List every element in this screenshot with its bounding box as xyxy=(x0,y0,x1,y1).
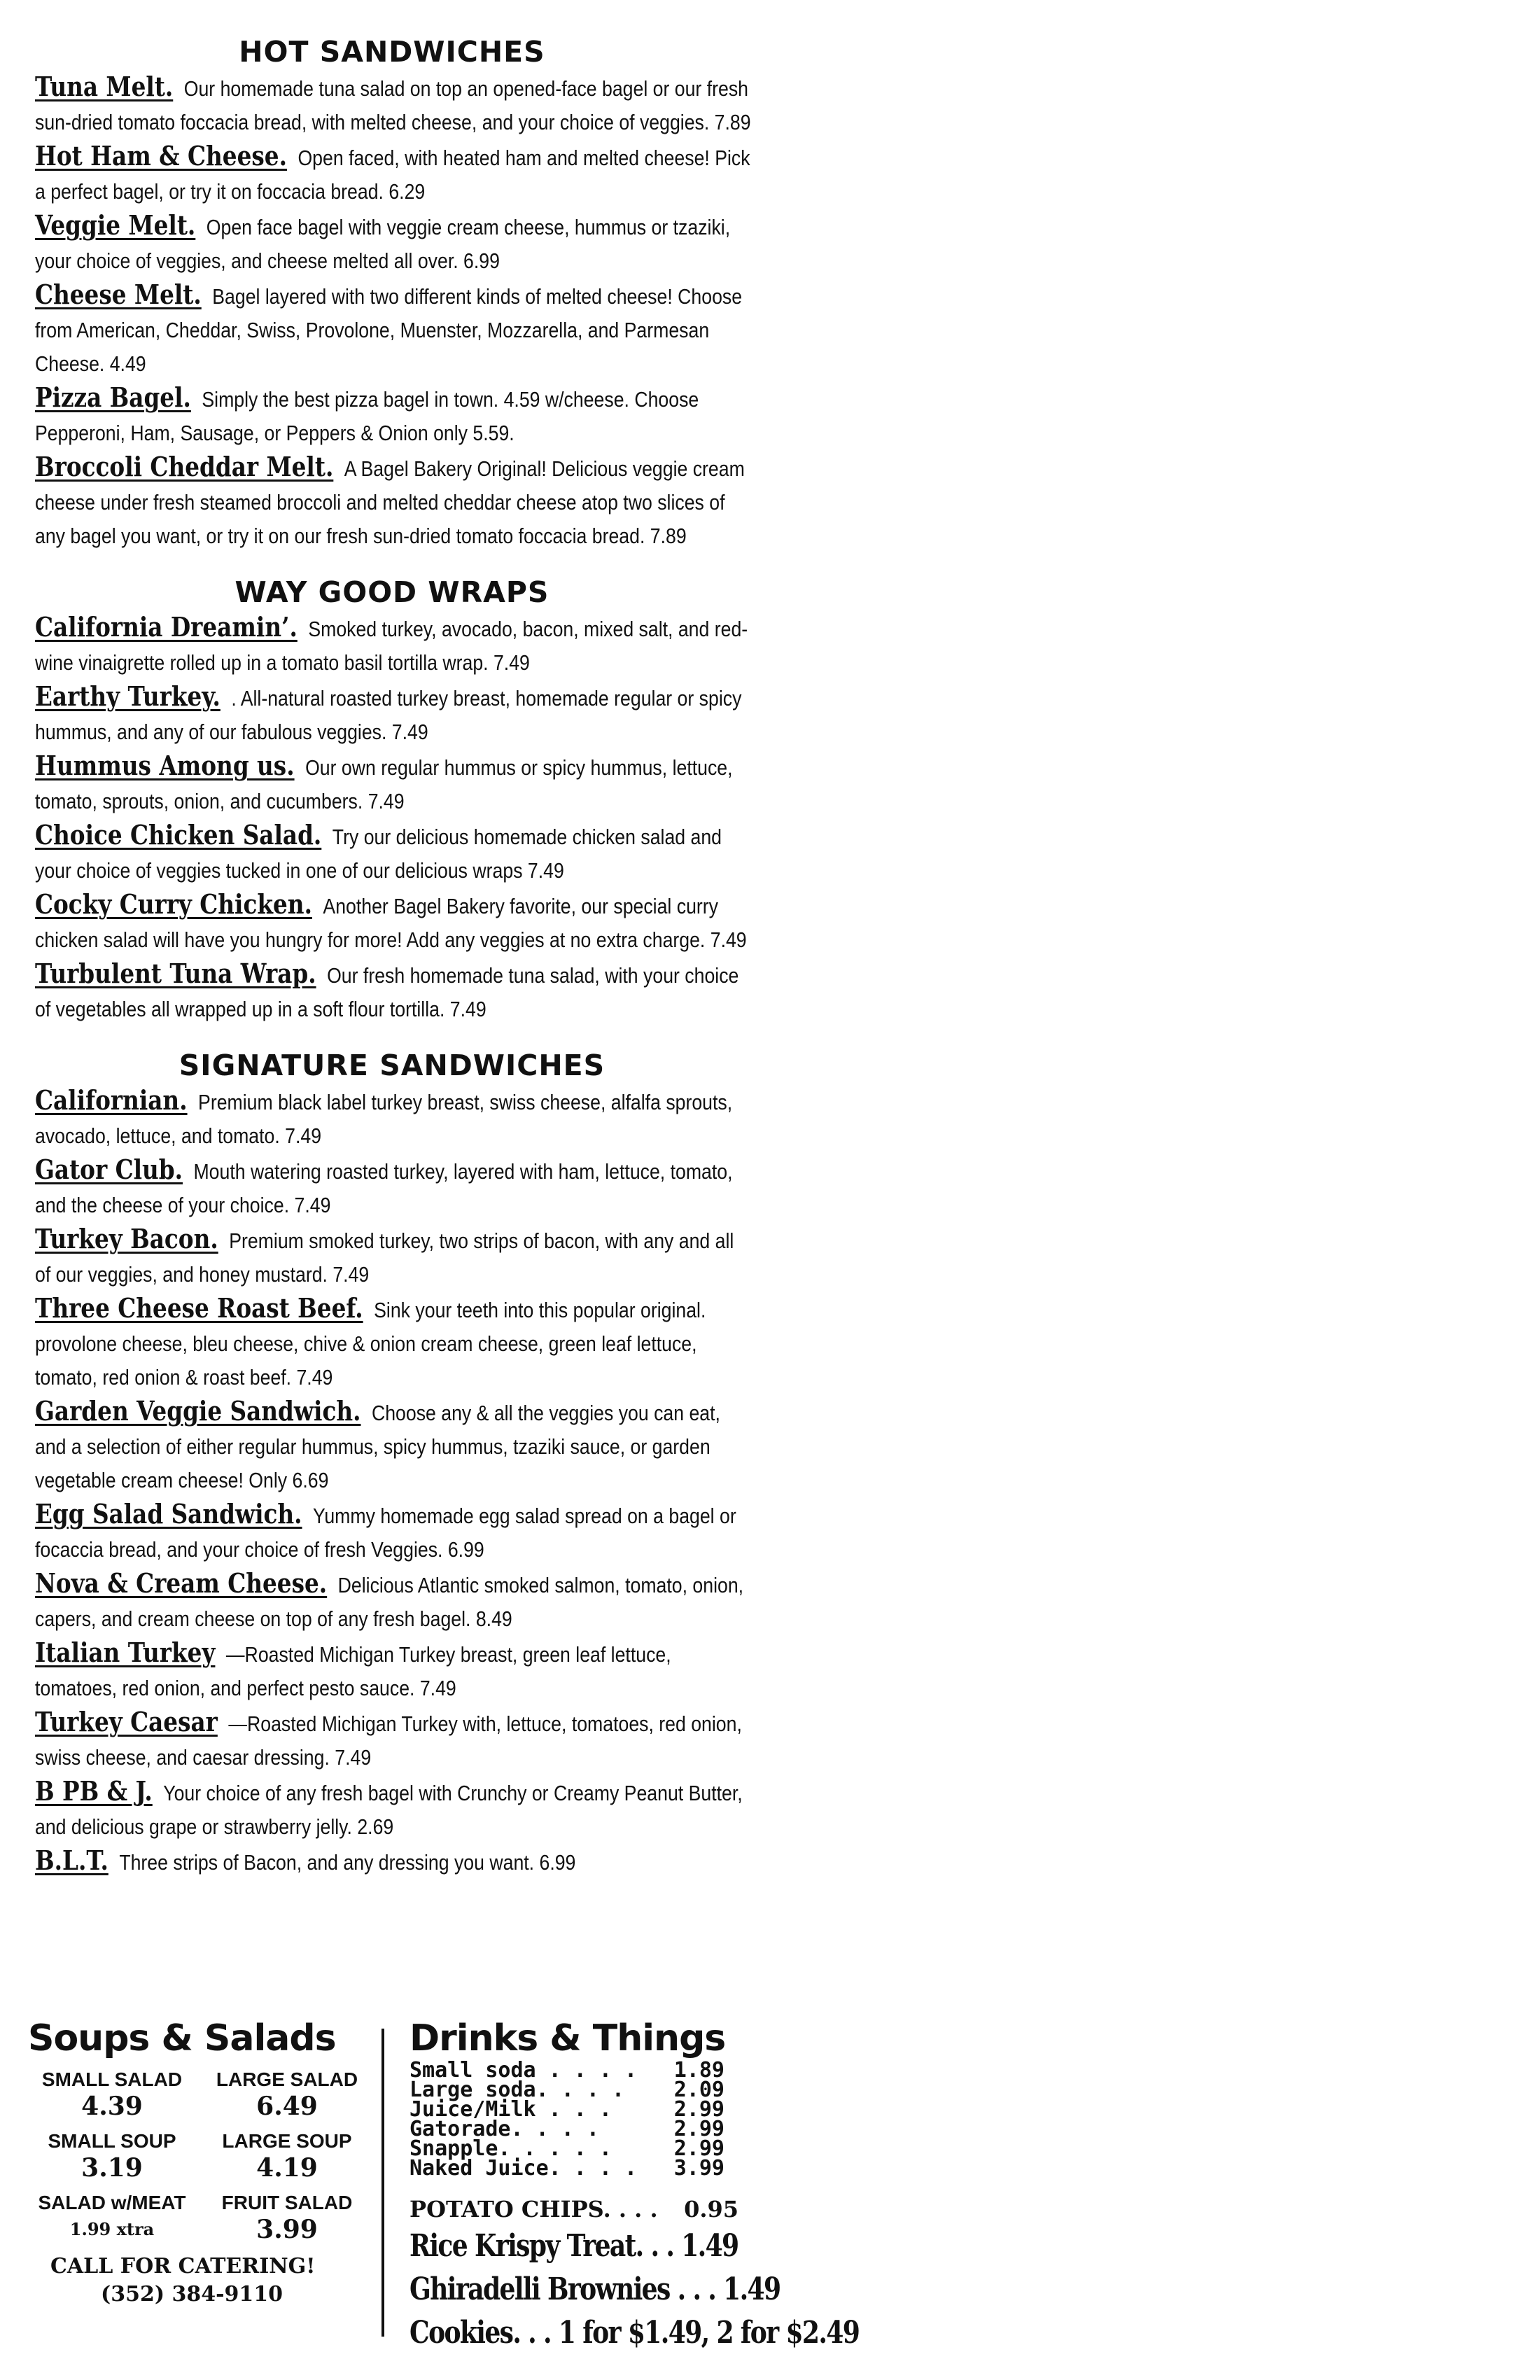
chips-price: 0.95 xyxy=(684,2196,738,2222)
drink-label: Gatorade. . . . xyxy=(410,2117,599,2141)
menu-item-name: B PB & J. xyxy=(35,1775,153,1807)
menu-item-name: B.L.T. xyxy=(35,1844,108,1876)
menu-item-name: Veggie Melt. xyxy=(35,209,196,241)
menu-item-name: Egg Salad Sandwich. xyxy=(35,1498,302,1530)
soup-salad-price: 3.19 xyxy=(81,2153,143,2183)
menu-item-name: Nova & Cream Cheese. xyxy=(35,1567,328,1599)
hot-sandwiches-list xyxy=(35,70,749,553)
soups-salads-panel xyxy=(28,2016,378,2309)
potato-chips-item xyxy=(410,2194,738,2225)
soup-salad-item xyxy=(28,2068,196,2121)
menu-item-description: Our own regular hummus or spicy hummus, lettuce, tomato, sprouts, onion, and cucumbers. 7.49 xyxy=(35,755,733,813)
menu-item-name: Cocky Curry Chicken. xyxy=(35,888,312,920)
catering-phone: (352) 384-9110 xyxy=(101,2282,284,2306)
wraps-heading: WAY GOOD WRAPS xyxy=(234,575,550,609)
drinks-title: Drinks & Things xyxy=(410,2017,726,2059)
menu-item-description: Premium black label turkey breast, swiss cheese, alfalfa sprouts, avocado, lettuce, and tomato. 7.49 xyxy=(35,1090,733,1148)
menu-item-name: Hummus Among us. xyxy=(35,750,295,781)
drink-label: Large soda. . . . xyxy=(410,2078,625,2102)
menu-item xyxy=(35,1636,751,1705)
menu-item-name: Tuna Melt. xyxy=(35,71,174,102)
menu-item-description: Smoked turkey, avocado, bacon, mixed salt, and red-wine vinaigrette rolled up in a tomato basil tortilla wrap. 7.49 xyxy=(35,617,748,675)
menu-item-description: Your choice of any fresh bagel with Crunchy or Creamy Peanut Butter, and delicious grape or strawberry jelly. 2.69 xyxy=(35,1781,743,1839)
drink-label: Small soda . . . . xyxy=(410,2058,638,2082)
drink-label: Juice/Milk . . . xyxy=(410,2097,612,2122)
menu-item-name: Broccoli Cheddar Melt. xyxy=(35,451,334,482)
drink-price: 2.99 xyxy=(673,2136,724,2161)
drink-price: 2.09 xyxy=(673,2078,724,2102)
menu-item-description: Choose any & all the veggies you can eat, and a selection of either regular hummus, spicy hummus, tzaziki sauce, or garden vegetable cream cheese! Only 6.69 xyxy=(35,1401,720,1492)
drink-label: Naked Juice. . . . xyxy=(410,2156,638,2180)
menu-item-name: Italian Turkey xyxy=(35,1637,216,1668)
menu-item-description: . All-natural roasted turkey breast, homemade regular or spicy hummus, and any of our fabulous veggies. 7.49 xyxy=(35,686,742,744)
menu-item xyxy=(35,749,751,818)
drink-price: 2.99 xyxy=(673,2117,724,2141)
menu-item-name: Turbulent Tuna Wrap. xyxy=(35,958,316,989)
drink-item xyxy=(410,2156,724,2180)
soup-salad-item xyxy=(203,2129,371,2183)
menu-item xyxy=(35,1567,751,1636)
soup-salad-item xyxy=(28,2129,196,2183)
soup-salad-label: FRUIT SALAD xyxy=(221,2192,353,2213)
menu-item-name: Turkey Bacon. xyxy=(35,1223,218,1254)
menu-item-description: Try our delicious homemade chicken salad and your choice of veggies tucked in one of our delicious wraps 7.49 xyxy=(35,825,722,883)
soup-salad-item xyxy=(28,2191,196,2244)
soup-salad-label: SMALL SOUP xyxy=(48,2130,176,2152)
menu-item-name: Earthy Turkey. xyxy=(35,680,220,712)
drinks-list xyxy=(410,2058,774,2180)
signature-heading: SIGNATURE SANDWICHES xyxy=(178,1049,606,1082)
menu-item-description: Another Bagel Bakery favorite, our special curry chicken salad will have you hungry for more! Add any veggies at no extra charge. 7.49 xyxy=(35,894,747,952)
menu-item-description: Our fresh homemade tuna salad, with your choice of vegetables all wrapped up in a soft flour tortilla. 7.49 xyxy=(35,963,739,1021)
soups-salads-grid xyxy=(28,2068,378,2253)
menu-item xyxy=(35,139,751,209)
soup-salad-item xyxy=(203,2068,371,2121)
soup-salad-price: 6.49 xyxy=(256,2092,318,2121)
drink-price: 1.89 xyxy=(673,2058,724,2082)
soup-salad-label: SMALL SALAD xyxy=(41,2068,183,2090)
catering-callout: CALL FOR CATERING! xyxy=(50,2254,316,2278)
bottom-panel xyxy=(28,2016,860,2351)
menu-item-name: Californian. xyxy=(35,1084,188,1116)
menu-item xyxy=(35,1844,751,1879)
treat-item: Cookies. . . 1 for $1.49, 2 for $2.49 xyxy=(410,2315,860,2351)
menu-item-name: Pizza Bagel. xyxy=(35,382,191,413)
menu-item xyxy=(35,1084,751,1153)
menu-item-description: Sink your teeth into this popular original. provolone cheese, bleu cheese, chive & onion cream cheese, green leaf lettuce, tomato, red onion & roast beef. 7.49 xyxy=(35,1298,706,1390)
menu-item xyxy=(35,957,751,1026)
menu-item xyxy=(35,1153,751,1222)
wraps-list xyxy=(35,610,749,1026)
soup-salad-price: 1.99 xtra xyxy=(69,2219,155,2239)
menu-item-description: Simply the best pizza bagel in town. 4.59 w/cheese. Choose Pepperoni, Ham, Sausage, or Peppers & Onion only 5.59. xyxy=(35,387,699,445)
menu-item-name: Hot Ham & Cheese. xyxy=(35,140,287,172)
menu-item-description: Three strips of Bacon, and any dressing you want. 6.99 xyxy=(119,1850,576,1875)
menu-item xyxy=(35,1705,751,1774)
menu-item-description: Our homemade tuna salad on top an opened-face bagel or our fresh sun-dried tomato foccacia bread, with melted cheese, and your choice of veggies. 7.89 xyxy=(35,76,751,134)
menu-item xyxy=(35,680,751,749)
menu-item-description: —Roasted Michigan Turkey breast, green leaf lettuce, tomatoes, red onion, and perfect pesto sauce. 7.49 xyxy=(35,1642,671,1700)
soups-salads-title: Soups & Salads xyxy=(28,2017,336,2059)
menu-item xyxy=(35,1774,751,1844)
menu-item xyxy=(35,209,751,278)
menu-item-name: Three Cheese Roast Beef. xyxy=(35,1292,363,1324)
drink-price: 2.99 xyxy=(673,2097,724,2122)
menu-sections xyxy=(35,34,749,1879)
menu-item xyxy=(35,888,751,957)
menu-item-description: Mouth watering roasted turkey, layered with ham, lettuce, tomato, and the cheese of your choice. 7.49 xyxy=(35,1159,733,1217)
menu-item xyxy=(35,1497,751,1567)
menu-item xyxy=(35,1292,751,1394)
soup-salad-label: SALAD w/MEAT xyxy=(38,2192,186,2213)
soup-salad-item xyxy=(203,2191,371,2244)
soup-salad-price: 4.19 xyxy=(256,2153,318,2183)
menu-item xyxy=(35,70,751,139)
menu-item-description: Delicious Atlantic smoked salmon, tomato, onion, capers, and cream cheese on top of any fresh bagel. 8.49 xyxy=(35,1573,744,1631)
menu-item-name: California Dreamin’. xyxy=(35,611,298,643)
menu-item-name: Gator Club. xyxy=(35,1154,183,1185)
menu-item xyxy=(35,450,751,553)
menu-item xyxy=(35,610,751,680)
hot-sandwiches-heading: HOT SANDWICHES xyxy=(239,35,545,69)
soup-salad-label: LARGE SOUP xyxy=(222,2130,352,2152)
menu-item-name: Turkey Caesar xyxy=(35,1706,218,1737)
menu-item xyxy=(35,1222,751,1292)
treat-item: Ghiradelli Brownies . . . 1.49 xyxy=(410,2272,780,2307)
menu-item-description: Bagel layered with two different kinds of melted cheese! Choose from American, Cheddar, Swiss, Provolone, Muenster, Mozzarella, and Parmesan Cheese. 4.49 xyxy=(35,284,743,376)
menu-item-name: Garden Veggie Sandwich. xyxy=(35,1395,361,1427)
menu-item-description: Open face bagel with veggie cream cheese, hummus or tzaziki, your choice of veggies, and cheese melted all over. 6.99 xyxy=(35,215,731,273)
signature-list xyxy=(35,1084,749,1879)
treat-item: Rice Krispy Treat. . . 1.49 xyxy=(410,2228,738,2264)
menu-item-description: Open faced, with heated ham and melted cheese! Pick a perfect bagel, or try it on foccacia bread. 6.29 xyxy=(35,146,750,204)
soup-salad-label: LARGE SALAD xyxy=(216,2068,358,2090)
drink-label: Snapple. . . . . xyxy=(410,2136,612,2161)
menu-item-name: Choice Chicken Salad. xyxy=(35,819,322,850)
chips-label: POTATO CHIPS. . . . xyxy=(410,2196,658,2222)
soup-salad-price: 3.99 xyxy=(256,2215,318,2244)
drinks-panel xyxy=(410,2016,860,2355)
menu-item-description: A Bagel Bakery Original! Delicious veggie cream cheese under fresh steamed broccoli and melted cheddar cheese atop two slices of any bagel you want, or try it on our fresh sun-dried tomato foccacia bread. 7.89 xyxy=(35,456,745,548)
menu-item-name: Cheese Melt. xyxy=(35,279,202,310)
menu-item xyxy=(35,818,751,888)
menu-item-description: Yummy homemade egg salad spread on a bagel or focaccia bread, and your choice of fresh Veggies. 6.99 xyxy=(35,1504,736,1562)
menu-item-description: —Roasted Michigan Turkey with, lettuce, tomatoes, red onion, swiss cheese, and caesar dressing. 7.49 xyxy=(35,1712,742,1770)
menu-item xyxy=(35,381,751,450)
column-divider xyxy=(382,2029,384,2337)
drink-price: 3.99 xyxy=(673,2156,724,2180)
menu-item xyxy=(35,1394,751,1497)
soup-salad-price: 4.39 xyxy=(81,2092,143,2121)
menu-item-description: Premium smoked turkey, two strips of bacon, with any and all of our veggies, and honey mustard. 7.49 xyxy=(35,1228,734,1287)
menu-item xyxy=(35,278,751,381)
